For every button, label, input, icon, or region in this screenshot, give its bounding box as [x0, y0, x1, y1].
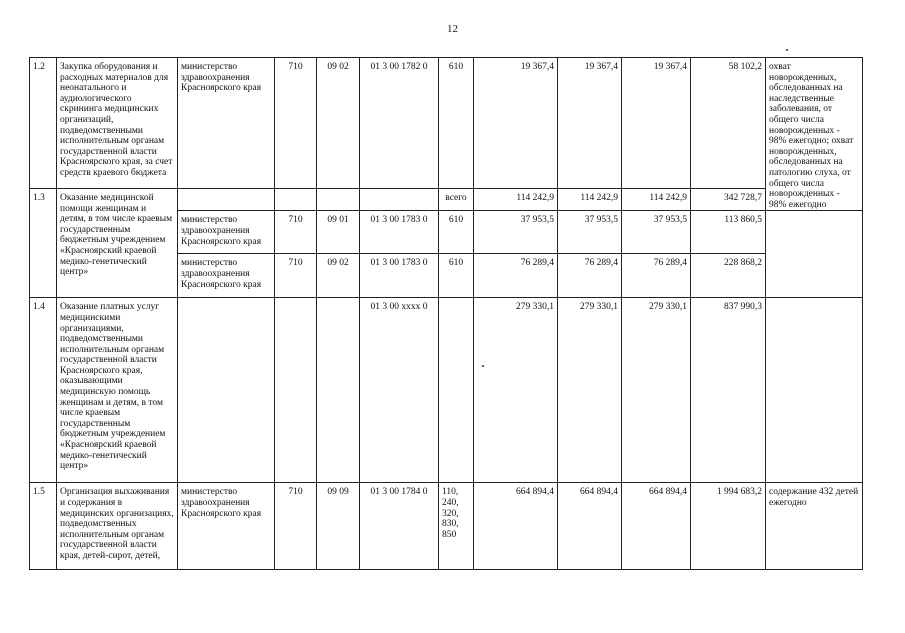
- section-code: 09 02: [317, 254, 360, 298]
- row-number: 1.4: [30, 298, 57, 483]
- expense-type-code: 610: [439, 211, 474, 254]
- table-row: [30, 298, 863, 483]
- amount-year-1: 37 953,5: [474, 211, 558, 254]
- amount-total: 113 860,5: [691, 211, 766, 254]
- row-number: 1.5: [30, 483, 57, 570]
- empty-cell: [766, 211, 863, 298]
- expense-type-line: 240,: [442, 497, 459, 508]
- amount-year-2: 19 367,4: [558, 58, 622, 189]
- amount-year-1: 664 894,4: [474, 483, 558, 570]
- target-article-code: 01 3 00 1783 0: [360, 211, 439, 254]
- amount-year-1: 76 289,4: [474, 254, 558, 298]
- expense-type-line: 830,: [442, 519, 459, 530]
- expense-type-line: 850: [442, 529, 457, 540]
- section-code: 09 09: [317, 483, 360, 570]
- amount-total: 342 728,7: [691, 189, 766, 211]
- amount-year-2: 664 894,4: [558, 483, 622, 570]
- empty-cell: [178, 189, 275, 211]
- amount-total: 228 868,2: [691, 254, 766, 298]
- table-row: [30, 483, 863, 570]
- grbs-code: 710: [275, 483, 317, 570]
- empty-cell: [766, 298, 863, 483]
- program-activities-table: [29, 57, 863, 570]
- amount-year-1: 279 330,1: [474, 298, 558, 483]
- amount-year-2: 114 242,9: [558, 189, 622, 211]
- activity-name: Оказание медицинской помощи женщинам и детям, в том числе краевым государственным бюджетным учреждением «Красноярский краевой медико-генетический центр»: [57, 189, 178, 298]
- empty-cell: [275, 189, 317, 211]
- amount-year-1: 19 367,4: [474, 58, 558, 189]
- target-article-code: 01 3 00 1783 0: [360, 254, 439, 298]
- amount-year-3: 664 894,4: [622, 483, 691, 570]
- ministry-cell: министерство здравоохранения Красноярского края: [178, 211, 275, 254]
- amount-total: 58 102,2: [691, 58, 766, 189]
- target-article-code: 01 3 00 хххх 0: [360, 298, 439, 483]
- amount-year-2: 37 953,5: [558, 211, 622, 254]
- row-number: 1.2: [30, 58, 57, 189]
- amount-total: 837 990,3: [691, 298, 766, 483]
- grbs-code: 710: [275, 254, 317, 298]
- amount-year-3: 76 289,4: [622, 254, 691, 298]
- empty-cell: [178, 298, 275, 483]
- amount-year-3: 37 953,5: [622, 211, 691, 254]
- amount-year-1: 114 242,9: [474, 189, 558, 211]
- activity-name: Оказание платных услуг медицинскими организациями, подведомственными исполнительным органам государственной власти Красноярского края, оказывающими медицинскую помощь женщинам и детям, в том числе краевым государственным бюджетным учреждением «Красноярский краевой медико-генетический центр»: [57, 298, 178, 483]
- ministry-cell: министерство здравоохранения Красноярского края: [178, 483, 275, 570]
- expense-type-code: [439, 483, 474, 570]
- table-row: [30, 58, 863, 189]
- amount-year-3: 114 242,9: [622, 189, 691, 211]
- empty-cell: [360, 189, 439, 211]
- activity-name: Закупка оборудования и расходных материалов для неонатального и аудиологического скрининга медицинских организаций, подведомственными исполнительным органам государственной власти Красноярского края, за счет средств краевого бюджета: [57, 58, 178, 189]
- expense-type-code: 610: [439, 58, 474, 189]
- expense-type-code: 610: [439, 254, 474, 298]
- empty-cell: [275, 298, 317, 483]
- expense-type-line: 320,: [442, 508, 459, 519]
- page-number: 12: [447, 23, 458, 35]
- target-article-code: 01 3 00 1782 0: [360, 58, 439, 189]
- empty-cell: [317, 189, 360, 211]
- ministry-cell: министерство здравоохранения Красноярского края: [178, 58, 275, 189]
- grbs-code: 710: [275, 211, 317, 254]
- empty-cell: [439, 298, 474, 483]
- expense-type-line: 110,: [442, 487, 459, 498]
- grbs-code: 710: [275, 58, 317, 189]
- scan-speck: [786, 49, 788, 51]
- table-row: [30, 189, 863, 211]
- expected-result: охват новорожденных, обследованных на наследственные заболевания, от общего числа новорожденных - 98% ежегодно; охват новорожденных, обследованных на патологию слуха, от общего числа новорожденных - 98% ежегодно: [766, 58, 863, 211]
- activity-name: Организация выхаживания и содержания в медицинских организациях, подведомственных исполнительным органам государственной власти края, детей-сирот, детей,: [57, 483, 178, 570]
- row-number: 1.3: [30, 189, 57, 298]
- amount-year-2: 279 330,1: [558, 298, 622, 483]
- amount-year-3: 19 367,4: [622, 58, 691, 189]
- expected-result: содержание 432 детей ежегодно: [766, 483, 863, 570]
- empty-cell: [317, 298, 360, 483]
- target-article-code: 01 3 00 1784 0: [360, 483, 439, 570]
- expense-type-code: всего: [439, 189, 474, 211]
- amount-year-3: 279 330,1: [622, 298, 691, 483]
- ministry-cell: министерство здравоохранения Красноярского края: [178, 254, 275, 298]
- section-code: 09 02: [317, 58, 360, 189]
- amount-total: 1 994 683,2: [691, 483, 766, 570]
- section-code: 09 01: [317, 211, 360, 254]
- amount-year-2: 76 289,4: [558, 254, 622, 298]
